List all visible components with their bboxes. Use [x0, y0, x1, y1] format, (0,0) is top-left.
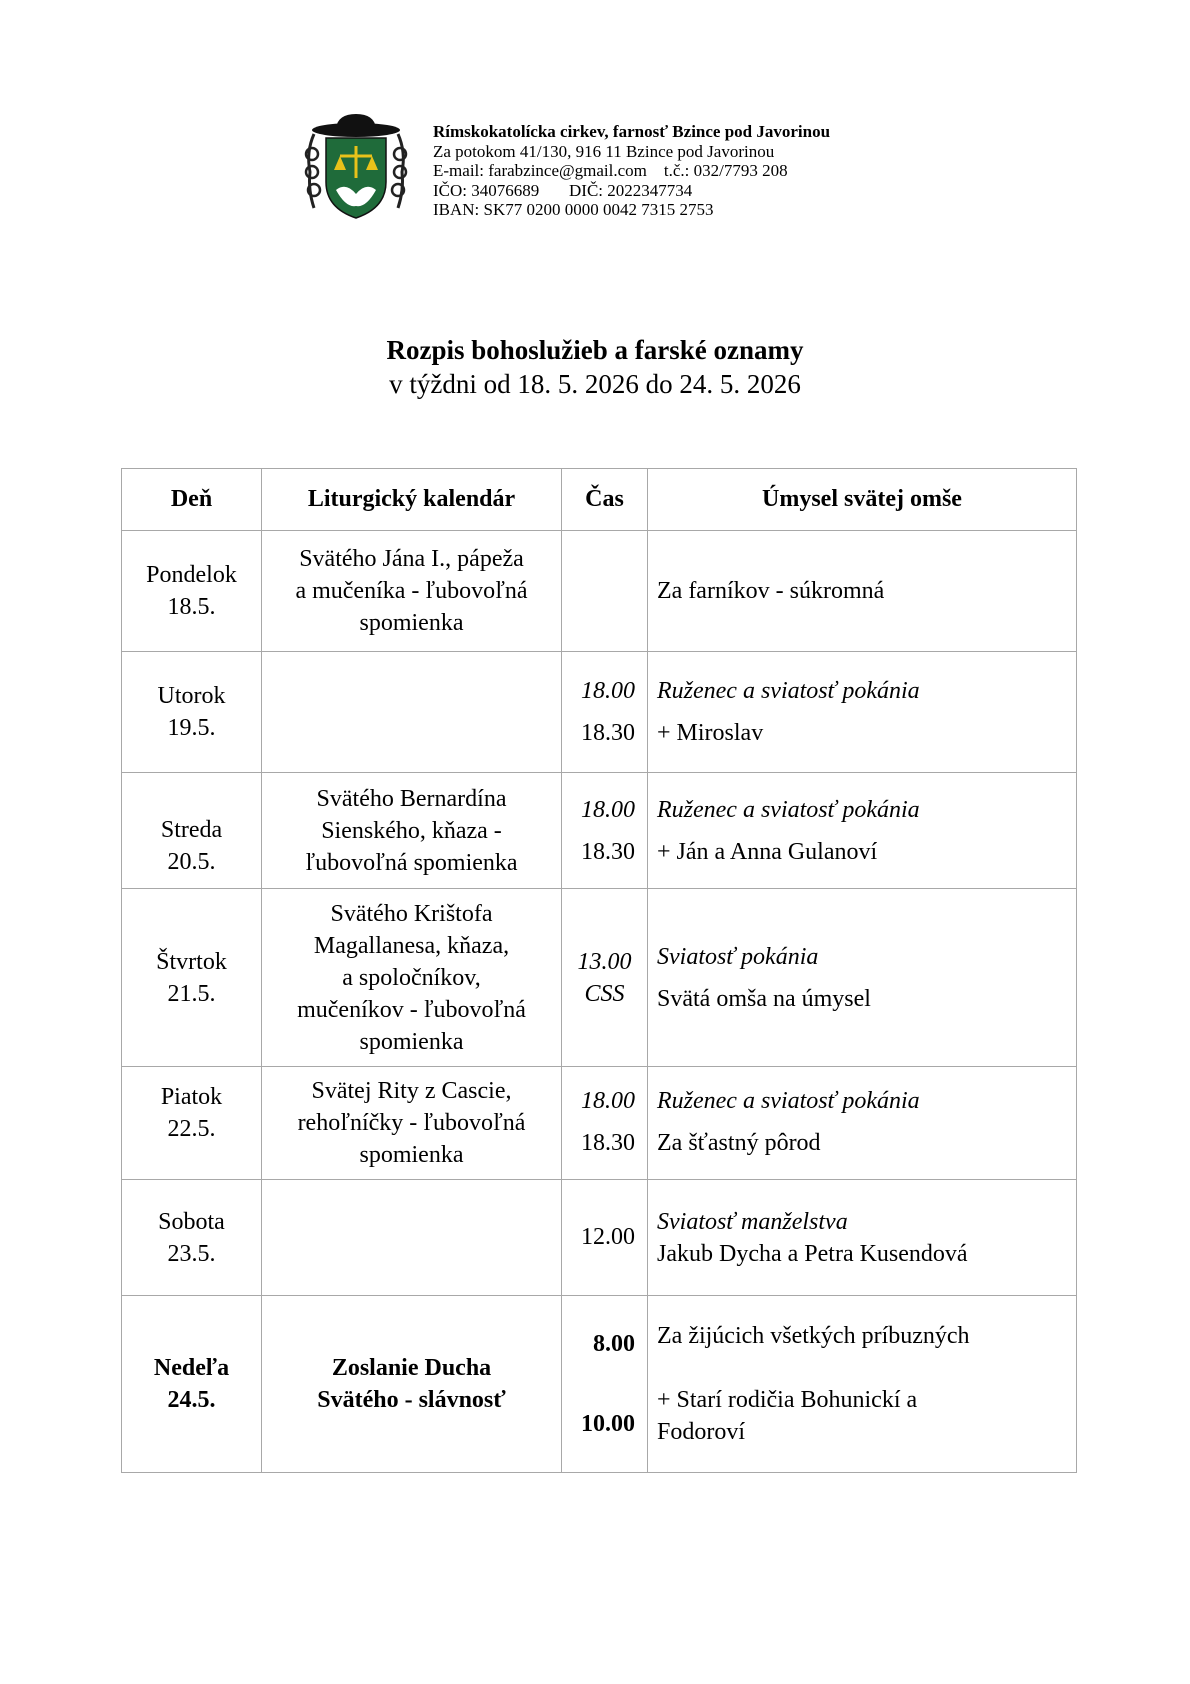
liturgy-line: Svätého Krištofa [330, 900, 493, 927]
intention-cell [648, 1067, 1077, 1180]
intention-line: + Starí rodičia Bohunickí a [657, 1387, 918, 1413]
time-cell [562, 1296, 648, 1473]
day-name: Pondelok [146, 562, 237, 588]
liturgy-cell [262, 1296, 562, 1473]
liturgy-line: Svätého Bernardína [316, 785, 507, 812]
liturgy-cell [262, 1067, 562, 1180]
time-entry: 18.30 [581, 1130, 635, 1156]
time-cell [562, 652, 648, 773]
liturgy-cell [262, 1180, 562, 1296]
letterhead [300, 112, 940, 222]
day-date: 20.5. [167, 849, 216, 875]
intention-line: Fodoroví [657, 1419, 746, 1445]
liturgy-line: Magallanesa, kňaza, [313, 932, 510, 959]
intention-line: Svätá omša na úmysel [657, 985, 871, 1012]
intention-cell [648, 889, 1077, 1067]
table-row [122, 652, 1077, 773]
column-header: Čas [562, 469, 648, 531]
liturgy-line: a spoločníkov, [342, 964, 481, 991]
liturgy-cell [262, 652, 562, 773]
intention-line: Sviatosť manželstva [657, 1208, 848, 1235]
intention-line: Ruženec a sviatosť pokánia [657, 796, 920, 823]
day-cell [122, 531, 262, 652]
liturgy-cell [262, 889, 562, 1067]
intention-line: Sviatosť pokánia [657, 943, 819, 970]
table-row [122, 889, 1077, 1067]
liturgy-line: a mučeníka - ľubovoľná [295, 578, 528, 604]
table-row [122, 531, 1077, 652]
table-row [122, 1296, 1077, 1473]
liturgy-line: spomienka [359, 610, 464, 636]
column-header: Deň [122, 469, 262, 531]
parish-name: Rímskokatolícka cirkev, farnosť Bzince pod Javorinou [433, 122, 831, 141]
table-row [122, 1067, 1077, 1180]
liturgy-line: Zoslanie Ducha [331, 1355, 492, 1381]
column-header: Úmysel svätej omše [648, 469, 1077, 531]
intention-cell [648, 773, 1077, 889]
intention-line: Ruženec a sviatosť pokánia [657, 1088, 920, 1114]
day-date: 18.5. [167, 594, 216, 620]
liturgy-cell [262, 773, 562, 889]
time-entry: 12.00 [581, 1224, 635, 1250]
time-entry: 18.30 [581, 720, 635, 746]
intention-cell [648, 652, 1077, 773]
time-entry: 10.00 [581, 1411, 635, 1437]
day-cell [122, 1296, 262, 1473]
day-date: 19.5. [167, 715, 216, 741]
liturgy-cell [262, 531, 562, 652]
intention-line: Jakub Dycha a Petra Kusendová [657, 1240, 968, 1267]
parish-contact: E-mail: farabzince@gmail.com t.č.: 032/7793 208 [433, 161, 788, 180]
parish-coat-of-arms-icon [300, 112, 412, 220]
page-subtitle: v týždni od 18. 5. 2026 do 24. 5. 2026 [389, 369, 801, 399]
day-date: 21.5. [167, 980, 216, 1007]
time-entry: 13.00 [577, 948, 632, 975]
table-row [122, 773, 1077, 889]
time-entry: 18.00 [581, 1088, 635, 1114]
time-cell [562, 1180, 648, 1296]
intention-cell [648, 1296, 1077, 1473]
day-name: Streda [160, 817, 223, 843]
intention-line: Ruženec a sviatosť pokánia [657, 678, 920, 704]
time-entry: 8.00 [593, 1331, 635, 1357]
table-header-row [122, 469, 1077, 531]
intention-line: Za farníkov - súkromná [657, 577, 885, 604]
page-title: Rozpis bohoslužieb a farské oznamy [386, 335, 804, 365]
intention-cell [648, 531, 1077, 652]
column-header: Liturgický kalendár [262, 469, 562, 531]
document-heading [0, 333, 1190, 401]
liturgy-line: spomienka [359, 1142, 464, 1168]
intention-line: + Ján a Anna Gulanoví [657, 838, 878, 865]
day-name: Utorok [157, 683, 226, 709]
liturgy-line: rehoľníčky - ľubovoľná [297, 1110, 526, 1136]
time-cell [562, 1067, 648, 1180]
parish-address: Za potokom 41/130, 916 11 Bzince pod Javorinou [433, 141, 775, 161]
table-row [122, 1180, 1077, 1296]
parish-ids: IČO: 34076689 DIČ: 2022347734 [433, 180, 693, 200]
liturgy-line: mučeníkov - ľubovoľná [297, 996, 526, 1023]
time-cell [562, 531, 648, 652]
day-name: Sobota [158, 1208, 225, 1235]
time-cell [562, 773, 648, 889]
liturgy-line: ľubovoľná spomienka [305, 849, 518, 876]
day-cell [122, 1067, 262, 1180]
liturgy-line: Svätého - slávnosť [317, 1387, 506, 1413]
intention-cell [648, 1180, 1077, 1296]
time-cell [562, 889, 648, 1067]
day-cell [122, 652, 262, 773]
liturgy-line: Sienského, kňaza - [321, 817, 502, 844]
day-name: Nedeľa [153, 1355, 230, 1381]
mass-schedule-table [121, 468, 1077, 1473]
day-date: 22.5. [167, 1116, 216, 1142]
day-date: 24.5. [167, 1387, 216, 1413]
day-name: Piatok [160, 1084, 223, 1110]
day-cell [122, 889, 262, 1067]
liturgy-line: Svätej Rity z Cascie, [311, 1078, 512, 1104]
day-name: Štvrtok [156, 948, 227, 975]
day-cell [122, 1180, 262, 1296]
time-entry: 18.00 [581, 796, 635, 823]
liturgy-line: Svätého Jána I., pápeža [299, 546, 524, 572]
intention-line: Za šťastný pôrod [657, 1130, 821, 1156]
day-date: 23.5. [167, 1240, 216, 1267]
time-entry: 18.00 [581, 678, 635, 704]
time-entry: CSS [584, 980, 625, 1007]
liturgy-line: spomienka [359, 1028, 464, 1055]
time-entry: 18.30 [581, 838, 635, 865]
day-cell [122, 773, 262, 889]
intention-line: + Miroslav [657, 720, 764, 746]
parish-iban: IBAN: SK77 0200 0000 0042 7315 2753 [433, 200, 714, 219]
intention-line: Za žijúcich všetkých príbuzných [657, 1323, 970, 1349]
